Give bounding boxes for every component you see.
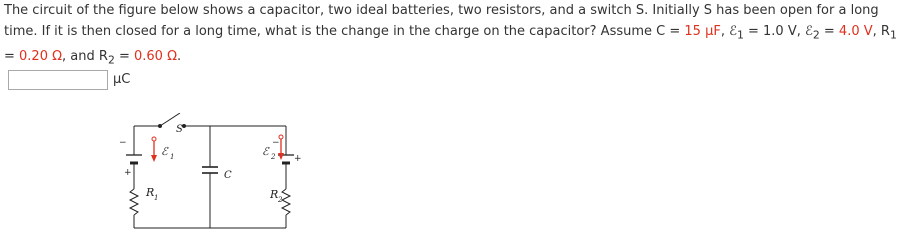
question-text: The circuit of the figure below shows a capacitor, two ideal batteries, two resistors, and a switch S. Initially S has been open for a long time. If it is then closed for a long time, what is the change in the charge on the capacitor? Assume C = 15 μF, ℰ$_1$ = 1.0 V, ℰ$_2$ = 4.0 V, $R_1 = 0.20$ Ω, and $R_2 = 0.60$ Ω.	[4, 3, 897, 67]
r2-label: R	[270, 188, 279, 201]
capacitor-label: C	[224, 170, 232, 181]
answer-unit: μC	[113, 72, 131, 87]
emf1-subscript: 1	[170, 153, 175, 161]
emf2-subscript: 2	[271, 153, 276, 161]
r1-value: 0.20 Ω	[19, 48, 63, 64]
battery2-minus-sign: −	[272, 138, 280, 148]
r1-subscript: 1	[154, 194, 159, 202]
r2-value: 0.60 Ω	[134, 48, 178, 64]
r2-subscript: 2	[278, 196, 283, 204]
switch-contact-left	[158, 124, 162, 128]
circuit-figure	[118, 113, 304, 239]
switch-label: S	[176, 124, 183, 135]
capacitance-value: 15 μF	[684, 24, 721, 39]
emf1-arrow	[151, 137, 157, 162]
r1-label: R	[146, 186, 155, 199]
emf2-value: 4.0 V	[838, 24, 873, 39]
r1-resistor	[130, 189, 138, 215]
r2-resistor	[282, 189, 290, 215]
emf2-label: ℰ	[262, 145, 269, 158]
battery1-plus-sign: +	[124, 168, 132, 178]
battery1-minus-sign: −	[119, 138, 127, 148]
emf1-label: ℰ	[161, 145, 168, 158]
emf1-arrow-tail	[152, 137, 156, 141]
emf2-arrow-tail	[279, 135, 283, 139]
answer-input[interactable]	[8, 70, 108, 90]
circuit-diagram	[118, 113, 304, 235]
battery2-plus-sign: +	[294, 154, 302, 164]
